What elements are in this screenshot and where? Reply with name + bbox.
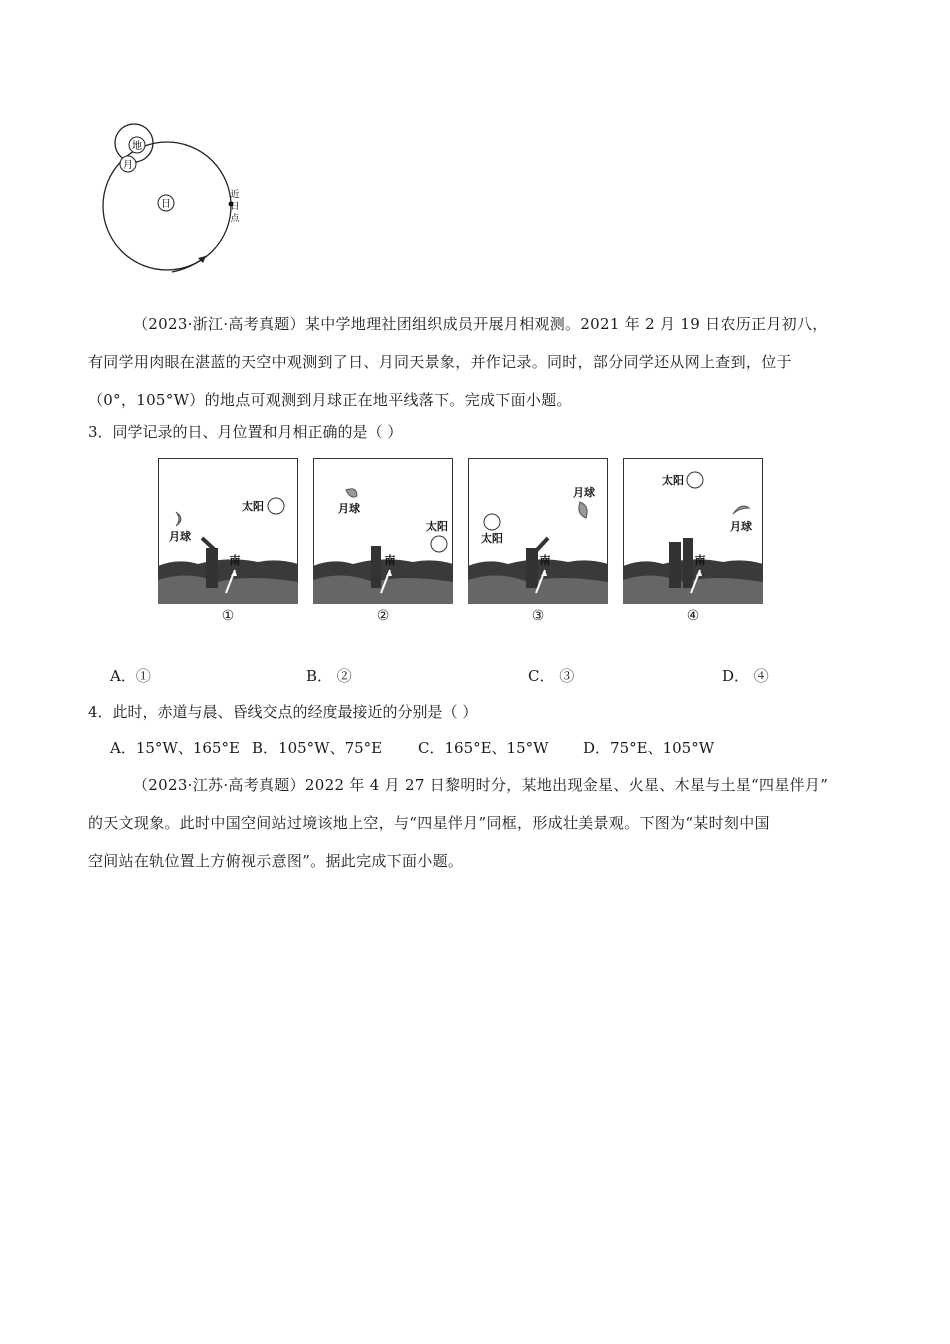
panel-3-number: ③ (531, 608, 545, 624)
q4-option-d[interactable]: D．75°E、105°W (583, 739, 715, 757)
passage-1-line-1: （2023·浙江·高考真题）某中学地理社团组织成员开展月相观测。2021 年 2 月 19 日农历正月初八， (133, 315, 828, 333)
panel-1-south: 南 (229, 554, 241, 567)
passage-2-line-3: 空间站在轨位置上方俯视示意图”。据此完成下面小题。 (88, 852, 464, 870)
passage-2-line-2: 的天文现象。此时中国空间站过境该地上空，与“四星伴月”同框，形成壮美景观。下图为“某时刻中国 (88, 814, 770, 832)
sun-label: 日 (161, 199, 171, 210)
perihelion-label-1: 近 (230, 190, 240, 200)
panel-3-south: 南 (539, 554, 551, 567)
panel-4-sun (687, 472, 703, 488)
q4-option-b[interactable]: B．105°W、75°E (252, 739, 383, 757)
passage-2 (88, 766, 868, 880)
moon-label: 月 (123, 160, 133, 171)
panel-2-sun (431, 536, 447, 552)
panel-1-sun (268, 498, 284, 514)
panel-4-number: ④ (686, 608, 700, 624)
q3-option-d[interactable]: D． ④ (722, 667, 769, 685)
panel-1-image (158, 458, 298, 604)
passage-1-line-3: （0°，105°W）的地点可观测到月球正在地平线落下。完成下面小题。 (88, 391, 572, 409)
panel-3-image (468, 458, 608, 604)
panel-2-moon-label: 月球 (338, 502, 360, 515)
passage-2-line-1: （2023·江苏·高考真题）2022 年 4 月 27 日黎明时分，某地出现金星、火星、木星与土星“四星伴月” (133, 776, 829, 794)
earth-label: 地 (132, 141, 142, 152)
question-3-stem: 3．同学记录的日、月位置和月相正确的是（ ） (88, 423, 403, 441)
perihelion-label-3: 点 (230, 214, 240, 224)
q3-panel-4 (623, 458, 763, 624)
panel-3-sun (484, 514, 500, 530)
q3-panel-2 (313, 458, 453, 624)
q3-option-b[interactable]: B． ② (306, 667, 352, 685)
panel-1-sun-label: 太阳 (242, 500, 264, 513)
orbit-diagram (88, 118, 248, 278)
panel-2-number: ② (376, 608, 390, 624)
question-4-stem: 4．此时，赤道与晨、昏线交点的经度最接近的分别是（ ） (88, 703, 478, 721)
panel-4-image (623, 458, 763, 604)
panel-2-sun-label: 太阳 (426, 520, 448, 533)
panel-1-number: ① (221, 608, 235, 624)
panel-2-image (313, 458, 453, 604)
panel-4-south: 南 (694, 554, 706, 567)
q3-option-a[interactable]: A．① (110, 667, 151, 685)
panel-4-sun-label: 太阳 (662, 474, 684, 487)
perihelion-label-2: 日 (230, 202, 240, 212)
panel-4-moon-label: 月球 (730, 520, 752, 533)
q3-option-c[interactable]: C． ③ (528, 667, 575, 685)
panel-3-sun-label: 太阳 (481, 532, 503, 545)
passage-1-line-2: 有同学用肉眼在湛蓝的天空中观测到了日、月同天景象，并作记录。同时，部分同学还从网上查到，位于 (88, 353, 792, 371)
q4-option-a[interactable]: A．15°W、165°E (110, 739, 240, 757)
panel-1-moon-label: 月球 (169, 530, 191, 543)
panel-3-moon-label: 月球 (573, 486, 595, 499)
q4-option-c[interactable]: C．165°E、15°W (418, 739, 549, 757)
q3-panel-3 (468, 458, 608, 624)
q3-panel-1 (158, 458, 298, 624)
passage-1 (88, 305, 868, 419)
panel-2-south: 南 (384, 554, 396, 567)
